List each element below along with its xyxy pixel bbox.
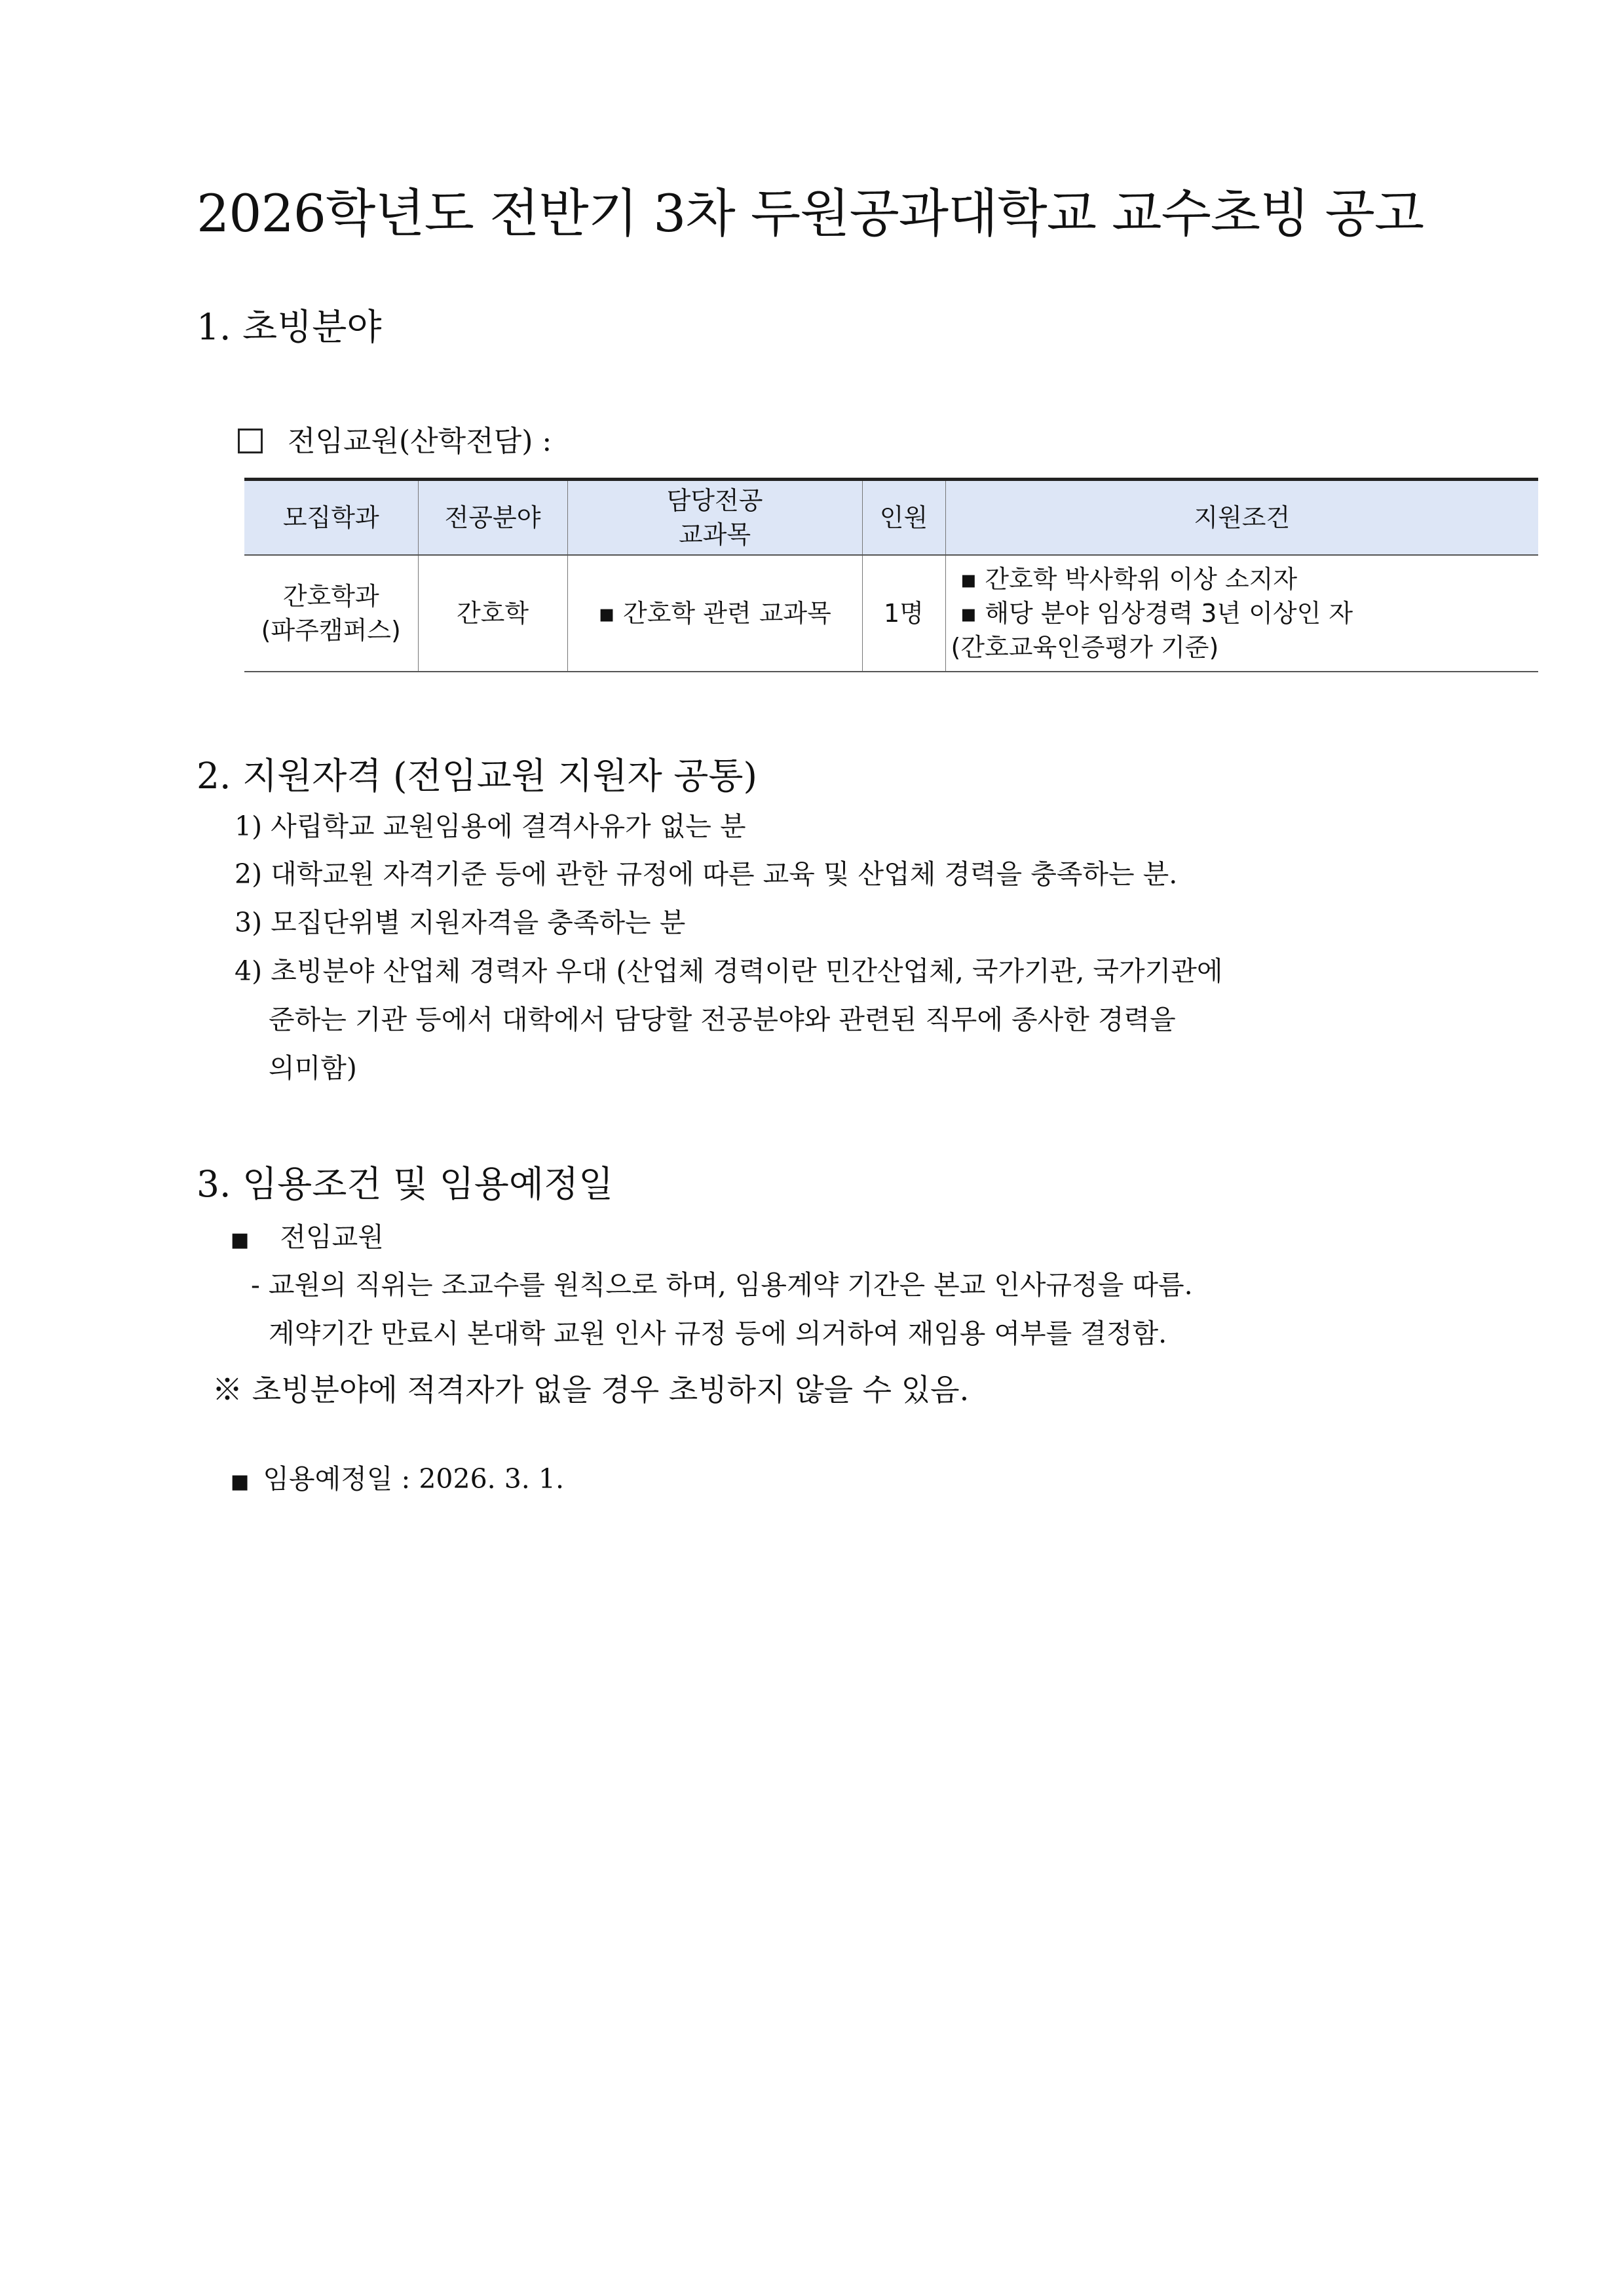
table-header-row <box>244 480 1538 556</box>
section-2-heading: 2. 지원자격 (전임교원 지원자 공통) <box>197 755 758 797</box>
department-name: 간호학과 <box>282 582 379 611</box>
header-department: 모집학과 <box>244 480 418 556</box>
qualification-item-3: 3) 모집단위별 지원자격을 충족하는 분 <box>235 907 686 938</box>
cell-conditions <box>945 555 1538 672</box>
condition-2: ▪ 해당 분야 임상경력 3년 이상인 자 <box>960 599 1353 628</box>
table-row <box>244 555 1538 672</box>
category-line <box>238 417 552 459</box>
header-subject-line2: 교과목 <box>678 520 751 549</box>
section-1-heading: 1. 초빙분야 <box>197 306 382 348</box>
notice-text: ※ 초빙분야에 적격자가 없을 경우 초빙하지 않을 수 있음. <box>212 1372 970 1407</box>
start-date-text: 임용예정일 : 2026. 3. 1. <box>263 1463 564 1495</box>
qualification-item-4-end: 의미함) <box>269 1052 357 1084</box>
square-bullet-icon: ■ <box>231 1229 250 1252</box>
condition-1: ▪ 간호학 박사학위 이상 소지자 <box>960 565 1298 594</box>
page-title: 2026학년도 전반기 3차 두원공과대학교 교수초빙 공고 <box>197 183 1424 244</box>
condition-3: (간호교육인증평가 기준) <box>951 633 1219 662</box>
category-label: 전임교원(산학전담) : <box>288 425 552 458</box>
appointment-terms-line1: - 교원의 직위는 조교수를 원칙으로 하며, 임용계약 기간은 본교 인사규정을 따름. <box>251 1269 1193 1301</box>
full-time-faculty-line <box>231 1221 384 1253</box>
header-major-field: 전공분야 <box>418 480 567 556</box>
department-campus: (파주캠퍼스) <box>261 616 401 645</box>
qualification-item-4: 4) 초빙분야 산업체 경력자 우대 (산업체 경력이란 민간산업체, 국가기관, 국가기관에 <box>235 955 1223 987</box>
cell-major-field: 간호학 <box>418 555 567 672</box>
section-3-heading: 3. 임용조건 및 임용예정일 <box>197 1163 614 1205</box>
checkbox-icon <box>238 429 263 453</box>
cell-department <box>244 555 418 672</box>
square-bullet-icon: ■ <box>231 1470 250 1493</box>
qualification-item-4-cont: 준하는 기관 등에서 대학에서 담당할 전공분야와 관련된 직무에 종사한 경력을 <box>269 1004 1176 1035</box>
header-headcount: 인원 <box>862 480 945 556</box>
cell-subject: ▪ 간호학 관련 교과목 <box>567 555 862 672</box>
qualification-item-1: 1) 사립학교 교원임용에 결격사유가 없는 분 <box>235 811 746 842</box>
full-time-faculty-label: 전임교원 <box>280 1221 384 1253</box>
cell-headcount: 1명 <box>862 555 945 672</box>
header-subject-line1: 담당전공 <box>666 486 763 515</box>
recruitment-table <box>244 478 1538 672</box>
header-conditions: 지원조건 <box>945 480 1538 556</box>
qualification-item-2: 2) 대학교원 자격기준 등에 관한 규정에 따른 교육 및 산업체 경력을 충족하는 분. <box>235 858 1178 890</box>
header-subject <box>567 480 862 556</box>
appointment-terms-line2: 계약기간 만료시 본대학 교원 인사 규정 등에 의거하여 재임용 여부를 결정함. <box>269 1318 1167 1349</box>
start-date-line <box>231 1463 564 1495</box>
